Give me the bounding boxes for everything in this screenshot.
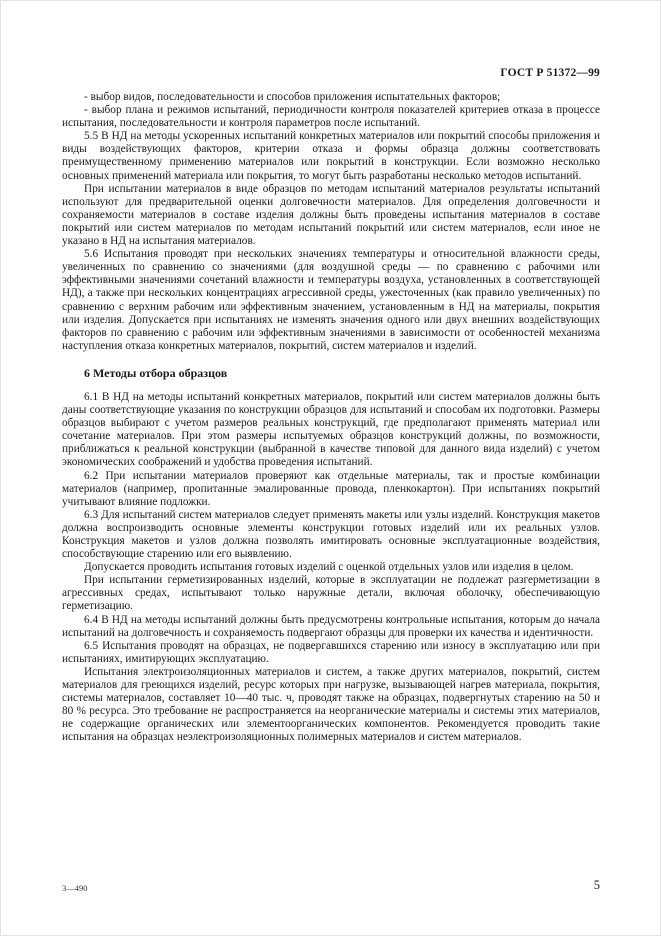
print-code: 3—490 [62,883,88,893]
document-number: ГОСТ Р 51372—99 [500,67,600,79]
paragraph: 6.3 Для испытаний систем материалов следует применять макеты или узлы изделий. Конструкция макетов должна воспроизводить основные элементы конструкции готовых изделий или их реальных узлов. Конструкция макетов и узлов должна позволять имитировать основные эксплуатационные воздействия, способствующие старению или его выявлению. [62,508,600,561]
paragraph: 5.5 В НД на методы ускоренных испытаний конкретных материалов или покрытий способы приложения и виды воздействующих факторов, критерии отказа и формы образца должны соответствовать преимущественному применению материалов или покрытий в конструкции. Если возможно несколько основных применений материала или покрытия, то могут быть разработаны несколько методов испытаний. [62,130,600,182]
paragraph: 6.1 В НД на методы испытаний конкретных материалов, покрытий или систем материалов должны быть даны соответствующие указания по конструкции образцов для испытаний и способам их подготовки. Размеры образцов выбирают с учетом размеров реальных конструкций, где предполагают применять материал или сочетание материалов. При этом размеры испытуемых образцов конструкций должны, по возможности, приближаться к реальной конструкции (выбранной в качестве типовой для данного вида изделий) с учетом экономических соображений и удобства проведения испытаний. [62,390,600,469]
paragraph: 6.2 При испытании материалов проверяют как отдельные материалы, так и простые комбинации материалов (например, пропитанные эмалированные провода, пленкокартон). При испытаниях покрытий учитывают влияние подложки. [62,469,600,508]
page-footer [62,878,600,893]
paragraph: 6.5 Испытания проводят на образцах, не подвергавшихся старению или износу в эксплуатацию или при испытаниях, имитирующих эксплуатацию. [62,639,600,665]
paragraph: - выбор видов, последовательности и способов приложения испытательных факторов; [84,91,501,103]
paragraph: - выбор плана и режимов испытаний, периодичности контроля показателей критериев отказа в процессе испытания, последовательности и контроля параметров после испытаний. [62,104,600,130]
paragraph: Допускается проводить испытания готовых изделий с оценкой отдельных узлов или изделия в целом. [84,561,574,574]
page-number: 5 [593,878,600,892]
paragraph: При испытании материалов в виде образцов по методам испытаний материалов результаты испытаний используют для предварительной оценки долговечности материалов. Для определения долговечности и сохраняемости материалов в составе изделия должны быть проведены испытания материалов в составе покрытий или систем материалов по методам испытаний покрытий или систем материалов, если иное не указано в НД на испытания материалов. [62,182,600,248]
paragraph: При испытании герметизированных изделий, которые в эксплуатации не подлежат разгерметизации в агрессивных средах, испытывают только наружные детали, включая оболочку, обеспечивающую герметизацию. [62,574,600,613]
paragraph: 6.4 В НД на методы испытаний должны быть предусмотрены контрольные испытания, которым до начала испытаний на долговечность и сохраняемость подвергают образцы для проверки их качества и идентичности. [62,613,600,639]
section-heading: 6 Методы отбора образцов [84,365,228,380]
paragraph: Испытания электроизоляционных материалов и систем, а также других материалов, покрытий, систем материалов для греющихся изделий, ресурс которых при нагрузке, вызывающей нагрев материала, покрытия, системы материалов, составляет 10—40 тыс. ч, проводят также на образцах, подвергнутых старению на 50 и 80 % ресурса. Это требование не распространяется на неорганические материалы и системы этих материалов, не содержащие органических или элементоорганических компонентов. Рекомендуется проводить такие испытания на образцах неэлектроизоляционных полимерных материалов и систем материалов. [62,665,600,744]
paragraph: 5.6 Испытания проводят при нескольких значениях температуры и относительной влажности среды, увеличенных по сравнению со значениями (для воздушной среды — по сравнению с рабочими или эффективными значениями сочетаний влажности и температуры воздуха, установленных в соответствующей НД), а также при нескольких концентрациях агрессивной среды, ужесточенных (как правило увеличенных) по сравнению с верхним рабочим или эффективным значением, установленным в НД на материалы, покрытия или изделия. Допускается при испытаниях не изменять значения одного или двух внешних воздействующих факторов по сравнению с рабочим или эффективным значениями в зависимости от особенностей механизма наступления отказа конкретных материалов, покрытий, систем материалов и изделий. [62,248,600,352]
document-body [62,91,600,745]
